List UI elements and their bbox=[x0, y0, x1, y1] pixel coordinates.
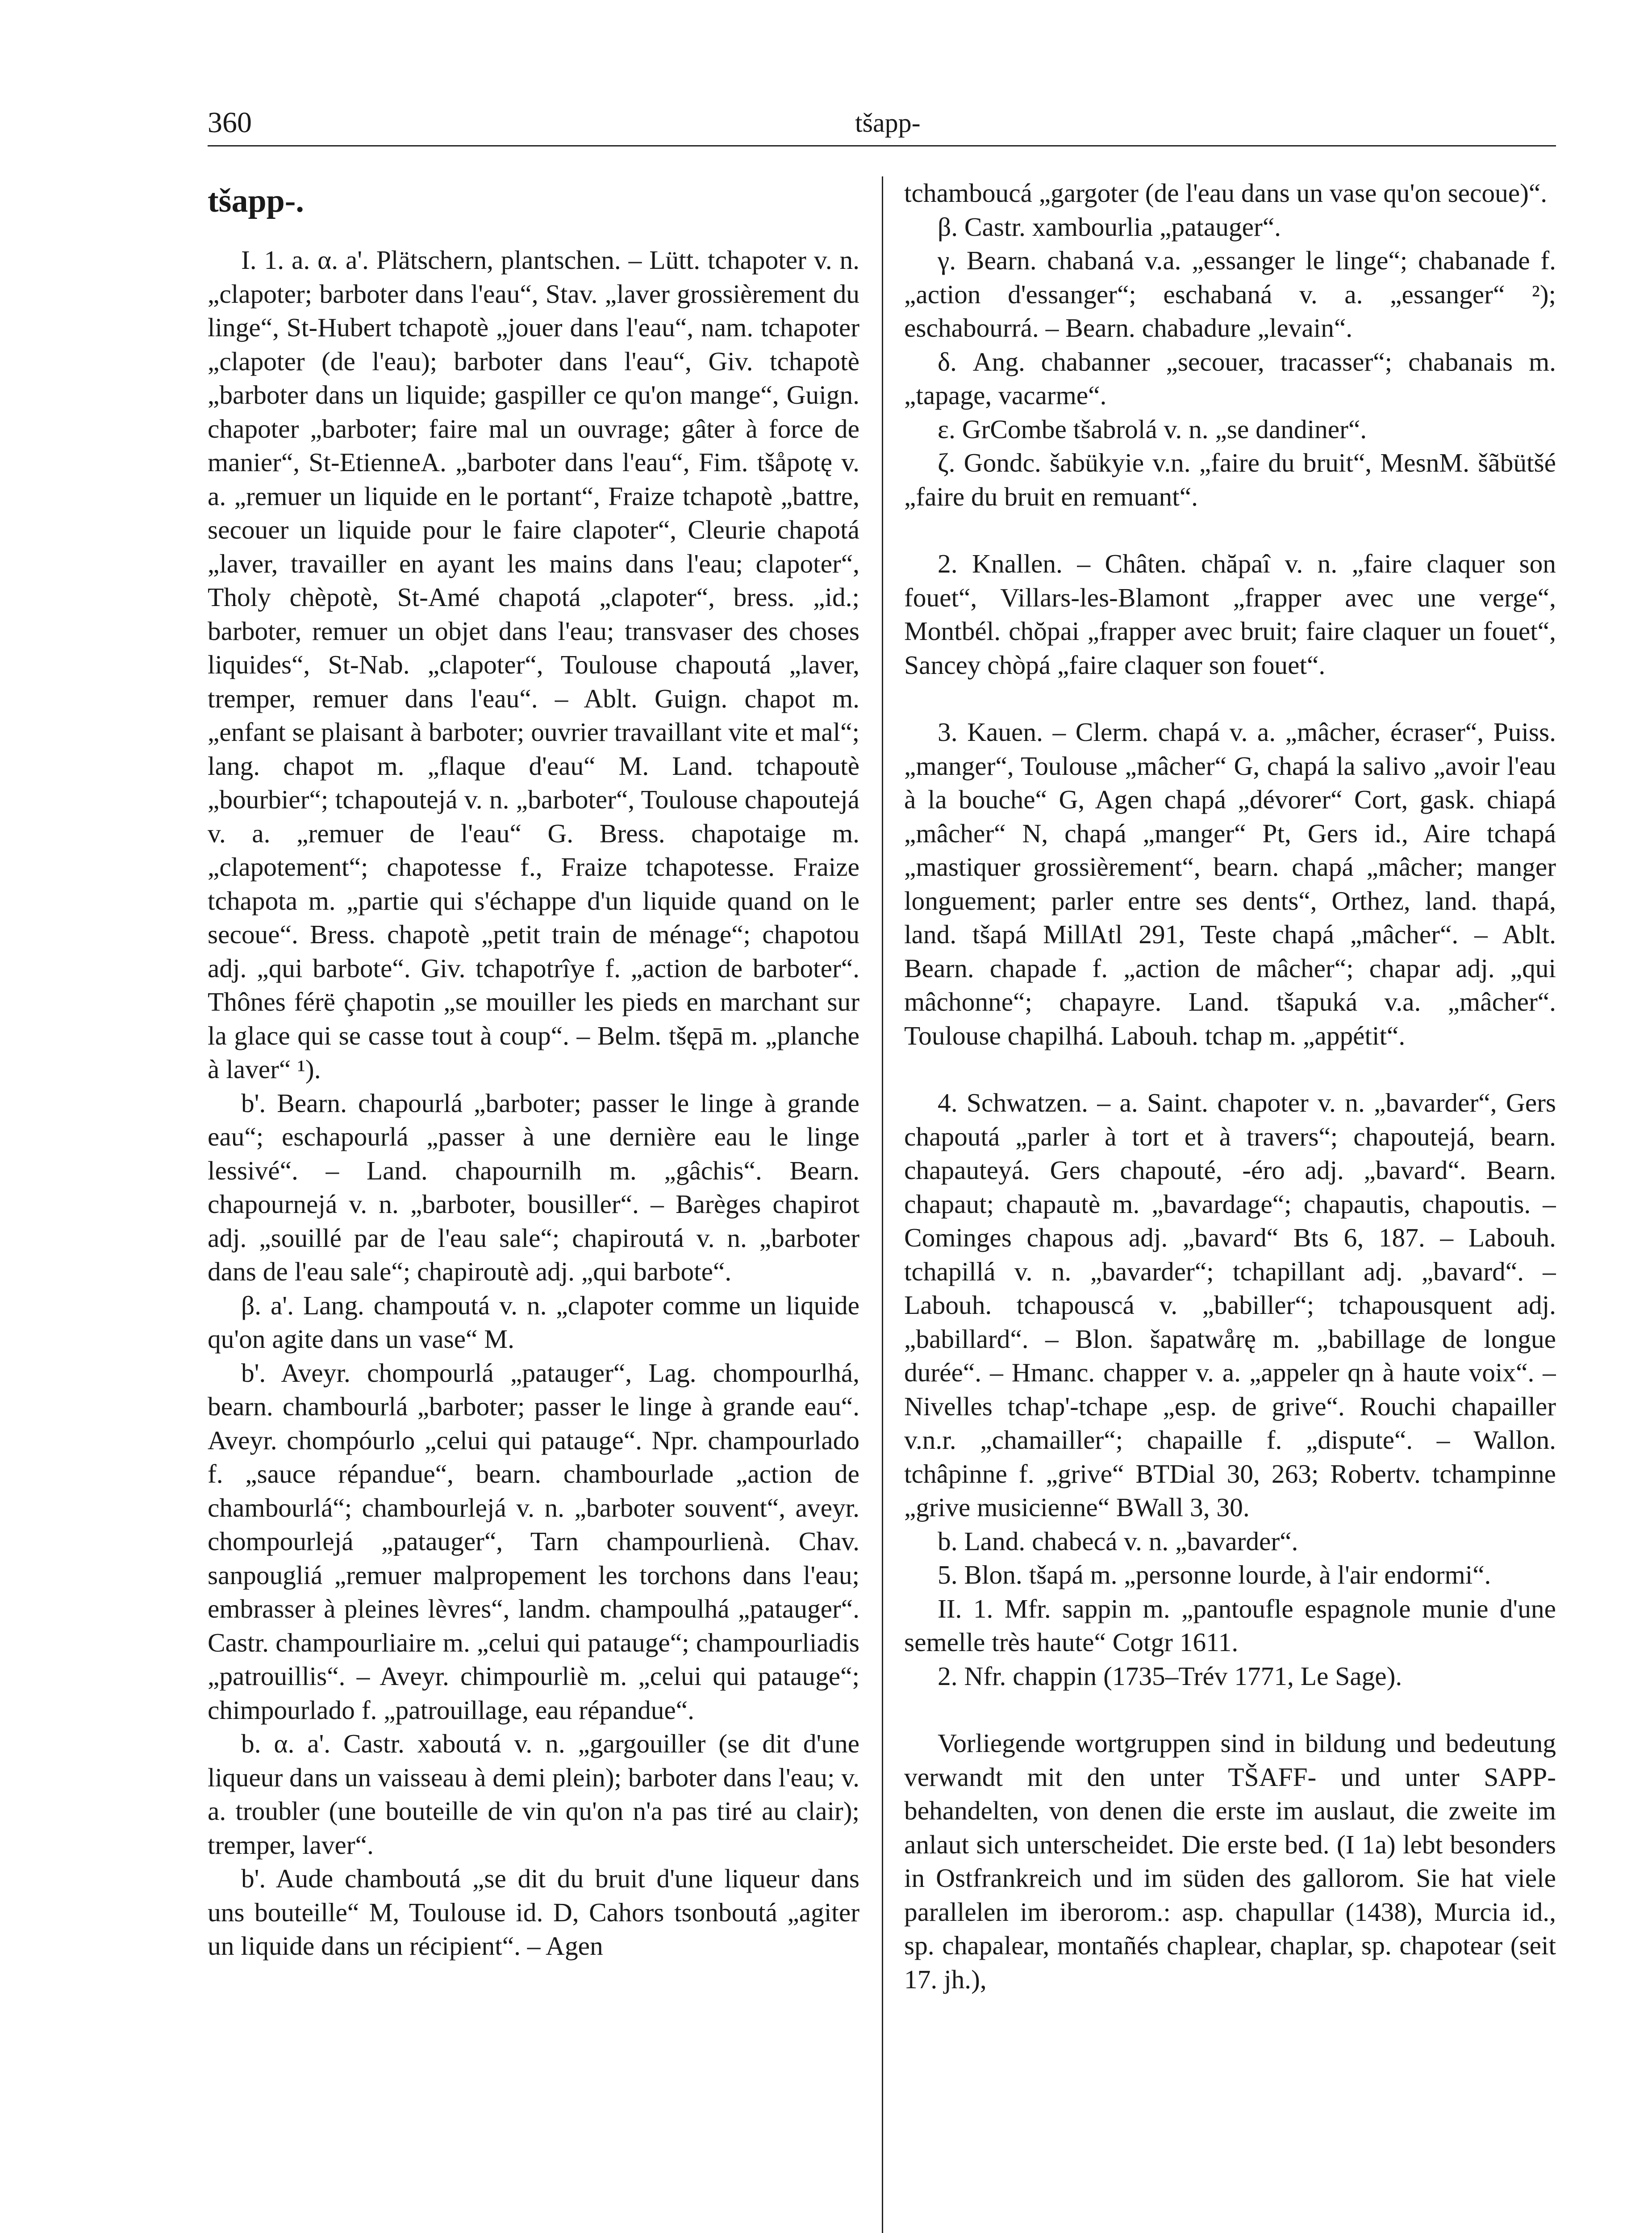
running-head: tšapp- bbox=[855, 108, 921, 138]
paragraph: 3. Kauen. – Clerm. chapá v. a. „mâcher, écraser“, Puiss. „manger“, Toulouse „mâcher“ G, chapá la salivo „avoir l'eau à la bouche“ G, Agen chapá „dévorer“ Cort, gask. chiapá „mâcher“ N, chapá „manger“ Pt, Gers id., Aire tchapá „mastiquer grossièrement“, bearn. chapá „mâcher; manger longuement; parler entre ses dents“, Orthez, land. thapá, land. tšapá MillAtl 291, Teste chapá „mâcher“. – Ablt. Bearn. chapade f. „action de mâcher“; chapar adj. „qui mâchonne“; chapayre. Land. tšapuká v.a. „mâcher“. Toulouse chapilhá. Labouh. tchap m. „appétit“. bbox=[904, 717, 1556, 1050]
paragraph: ε. GrCombe tšabrolá v. n. „se dandiner“. bbox=[938, 414, 1367, 444]
paragraph: b. Land. chabecá v. n. „bavarder“. bbox=[938, 1526, 1298, 1556]
paragraph: b'. Aveyr. chompourlá „patauger“, Lag. chompourlhá, bearn. chambourlá „barboter; passer le linge à grande eau“. Aveyr. chompóurlo „celui qui patauge“. Npr. champourlado f. „sauce répandue“, bearn. chambourlade „action de chambourlá“; chambourlejá v. n. „barboter souvent“, aveyr. chompourlejá „patauger“, Tarn champourlienà. Chav. sanpougliá „remuer malpropement les torchons dans l'eau; embrasser à pleines lèvres“, landm. champoulhá „patauger“. Castr. champourliaire m. „celui qui patauge“; champourliadis „patrouillis“. – Aveyr. chimpourliè m. „celui qui patauge“; chimpourlado f. „patrouillage, eau répandue“. bbox=[208, 1358, 859, 1725]
page-header bbox=[208, 105, 1556, 146]
page-number: 360 bbox=[208, 106, 252, 139]
paragraph: II. 1. Mfr. sappin m. „pantoufle espagnole munie d'une semelle très haute“ Cotgr 1611. bbox=[904, 1593, 1556, 1657]
paragraph: Vorliegende wortgruppen sind in bildung und bedeutung verwandt mit den unter TŠAFF- und unter SAPP- behandelten, von denen die erste im auslaut, die zweite im anlaut sich unterscheidet. Die erste bed. (I 1a) lebt besonders in Ostfrankreich und im süden des gallorom. Sie hat viele parallelen im iberorom.: asp. chapullar (1438), Murcia id., sp. chapalear, montañés chaplear, chaplar, sp. chapotear (seit 17. jh.), bbox=[904, 1728, 1556, 1994]
right-column bbox=[904, 176, 1556, 2233]
paragraph: b'. Aude chamboutá „se dit du bruit d'une liqueur dans uns bouteille“ M, Toulouse id. D, Cahors tsonboutá „agiter un liquide dans un récipient“. – Agen bbox=[208, 1864, 859, 1961]
paragraph: tchamboucá „gargoter (de l'eau dans un vase qu'on secoue)“. bbox=[904, 178, 1548, 208]
paragraph: 5. Blon. tšapá m. „personne lourde, à l'air endormi“. bbox=[938, 1560, 1491, 1589]
paragraph: b. α. a'. Castr. xaboutá v. n. „gargouiller (se dit d'une liqueur dans un vaisseau à demi plein); barboter dans l'eau; v. a. troubler (une bouteille de vin qu'on n'a pas tiré au clair); tremper, laver“. bbox=[208, 1729, 859, 1860]
entry-headword: tšapp-. bbox=[208, 183, 304, 219]
left-column bbox=[208, 176, 859, 2233]
paragraph: β. Castr. xambourlia „patauger“. bbox=[938, 212, 1281, 242]
paragraph: β. a'. Lang. champoutá v. n. „clapoter comme un liquide qu'on agite dans un vase“ M. bbox=[208, 1290, 859, 1354]
paragraph: I. 1. a. α. a'. Plätschern, plantschen. – Lütt. tchapoter v. n. „clapoter; barboter dans l'eau“, Stav. „laver grossièrement du linge“, St-Hubert tchapotè „jouer dans l'eau“, nam. tchapoter „clapoter (de l'eau); barboter dans l'eau“, Giv. tchapotè „barboter dans un liquide; gaspiller ce qu'on mange“, Guign. chapoter „barboter; faire mal un ouvrage; gâter à force de manier“, St-EtienneA. „barboter dans l'eau“, Fim. tšåpotę v. a. „remuer un liquide en le portant“, Fraize tchapotè „battre, secouer un liquide pour le faire clapoter“, Cleurie chapotá „laver, travailler en ayant les mains dans l'eau; clapoter“, Tholy chèpotè, St-Amé chapotá „clapoter“, bress. „id.; barboter, remuer un objet dans l'eau; transvaser des choses liquides“, St-Nab. „clapoter“, Toulouse chapoutá „laver, tremper, remuer dans l'eau“. – Ablt. Guign. chapot m. „enfant se plaisant à barboter; ouvrier travaillant vite et mal“; lang. chapot m. „flaque d'eau“ M. Land. tchapoutè „bourbier“; tchapoutejá v. n. „barboter“, Toulouse chapoutejá v. a. „remuer de l'eau“ G. Bress. chapotaige m. „clapotement“; chapotesse f., Fraize tchapotesse. Fraize tchapota m. „partie qui s'échappe d'un liquide quand on le secoue“. Bress. chapotè „petit train de ménage“; chapotou adj. „qui barbote“. Giv. tchapotrîye f. „action de barboter“. Thônes férë çhapotin „se mouiller les pieds en marchant sur la glace qui se casse tout à coup“. – Belm. tšępā m. „planche à laver“ ¹). bbox=[208, 245, 859, 1084]
paragraph: γ. Bearn. chabaná v.a. „essanger le linge“; chabanade f. „action d'essanger“; eschabaná v. a. „essanger“ ²); eschabourrá. – Bearn. chabadure „levain“. bbox=[904, 246, 1556, 343]
column-divider bbox=[882, 176, 883, 2233]
paragraph: ζ. Gondc. šabükyie v.n. „faire du bruit“, MesnM. šãbütšé „faire du bruit en remuant“. bbox=[904, 448, 1556, 511]
paragraph: 2. Knallen. – Châten. chăpaî v. n. „faire claquer son fouet“, Villars-les-Blamont „frapper avec une verge“, Montbél. chŏpai „frapper avec bruit; faire claquer un fouet“, Sancey chòpá „faire claquer son fouet“. bbox=[904, 549, 1556, 680]
paragraph: 2. Nfr. chappin (1735–Trév 1771, Le Sage). bbox=[938, 1661, 1402, 1691]
paragraph: δ. Ang. chabanner „secouer, tracasser“; chabanais m. „tapage, vacarme“. bbox=[904, 347, 1556, 410]
paragraph: b'. Bearn. chapourlá „barboter; passer le linge à grande eau“; eschapourlá „passer à une dernière eau le linge lessivé“. – Land. chapournilh m. „gâchis“. Bearn. chapournejá v. n. „barboter, bousiller“. – Barèges chapirot adj. „souillé par de l'eau sale“; chapiroutá v. n. „barboter dans de l'eau sale“; chapiroutè adj. „qui barbote“. bbox=[208, 1088, 859, 1286]
paragraph: 4. Schwatzen. – a. Saint. chapoter v. n. „bavarder“, Gers chapoutá „parler à tort et à travers“; chapoutejá, bearn. chapauteyá. Gers chapouté, -éro adj. „bavard“. Bearn. chapaut; chapautè m. „bavardage“; chapautis, chapoutis. – Cominges chapous adj. „bavard“ Bts 6, 187. – Labouh. tchapillá v. n. „bavarder“; tchapillant adj. „bavard“. – Labouh. tchapouscá v. „babiller“; tchapousquent adj. „babillard“. – Blon. šapatwårę m. „babillage de longue durée“. – Hmanc. chapper v. a. „appeler qn à haute voix“. – Nivelles tchap'-tchape „esp. de grive“. Rouchi chapailler v.n.r. „chamailler“; chapaille f. „dispute“. – Wallon. tchâpinne f. „grive“ BTDial 30, 263; Robertv. tchampinne „grive musicienne“ BWall 3, 30. bbox=[904, 1088, 1556, 1522]
